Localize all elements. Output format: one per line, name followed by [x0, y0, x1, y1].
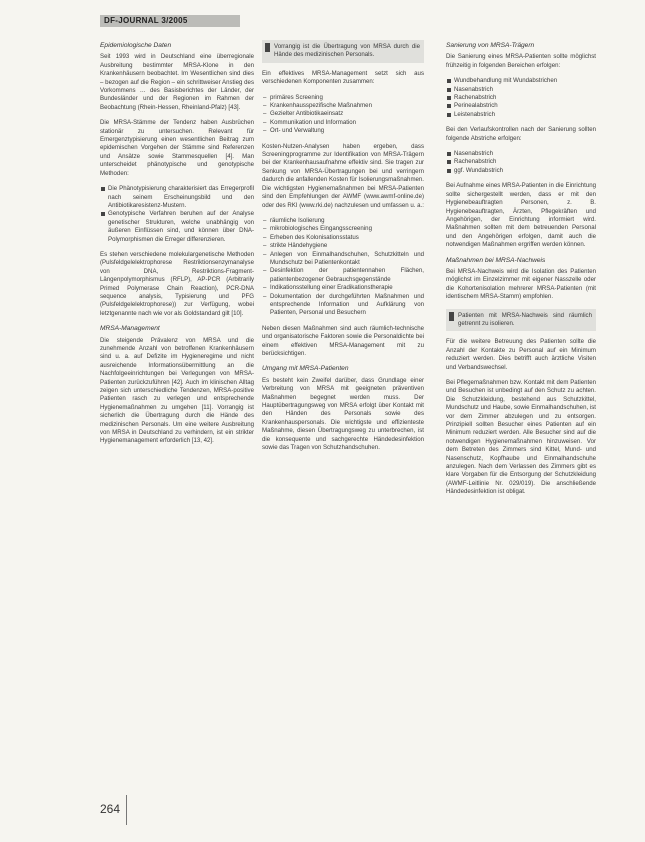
list-item: – primäres Screening [262, 94, 424, 102]
column-3 [446, 40, 596, 504]
journal-title: DF-JOURNAL 3/2005 [104, 16, 188, 25]
area-list [446, 77, 596, 119]
paragraph: Neben diesen Maßnahmen sind auch räumlich-technische und organisatorische Faktoren sowie die Personaldichte bei einem effektiven MRSA-Management mit zu berücksichtigen. [262, 324, 424, 357]
list-item: – Krankenhausspezifische Maßnahmen [262, 102, 424, 110]
paragraph: Bei Pflegemaßnahmen bzw. Kontakt mit dem Patienten und Besuchen ist unbedingt auf den Schutz zu achten. Die Schutzkleidung, bestehend aus Schutzkittel, Mundschutz und Haube, sowie Einmalhandschuhen, ist vor dem Zimmer abzulegen und zu entsorgen. Prinzipiell sollten Besucher eines Patienten auf ein Minimum reduziert werden. Alle Besucher sind auf die notwendigen Hygienemaßnahmen hinzuweisen. Vor dem Betreten des Zimmers sind Kittel, Mund- und Nasenschutz, Kopfhaube und Einmalhandschuhe anzulegen. Nach dem Verlassen des Zimmers gibt es klare Vorgaben für die Entsorgung der Schutzkleidung (AWMF-Leitlinie Nr. 029/019). Die anschließende Händedesinfektion ist obligat. [446, 379, 596, 496]
list-item: – Ort- und Verwaltung [262, 127, 424, 135]
list-item: Genotypische Verfahren beruhen auf der Analyse genetischer Strukturen, welche unabhängig von äußeren Einflüssen sind, und können über DNA-Polymorphismen die Erreger differenzieren. [100, 210, 254, 244]
paragraph: Ein effektives MRSA-Management setzt sich aus verschiedenen Komponenten zusammen: [262, 69, 424, 86]
paragraph: Die Sanierung eines MRSA-Patienten sollte möglichst frühzeitig in folgenden Bereichen erfolgen: [446, 53, 596, 69]
section-heading: MRSA-Management [100, 325, 160, 333]
highlight-box: Patienten mit MRSA-Nachweis sind räumlich getrennt zu isolieren. [446, 309, 596, 332]
highlight-box: Vorrangig ist die Übertragung von MRSA durch die Hände des medizinischen Personals. [262, 40, 424, 63]
list-item: Rachenabstrich [446, 158, 596, 166]
list-item: – mikrobiologisches Eingangsscreening [262, 225, 424, 233]
list-item: – strikte Händehygiene [262, 242, 424, 250]
column-1 [100, 40, 254, 453]
paragraph: Die MRSA-Stämme der Tendenz haben Ausbrüchen stationär zu untersuchen. Relevant für Emergenztypisierung einen wesentlichen Beitrag zum epidemischen Vorgehen der Stämme sind Referenzen und Ansätze sowie Stammesquellen [4]. Man unterscheidet phänotypische und genotypische Methoden: [100, 119, 254, 177]
paragraph: Bei den Verlaufskontrollen nach der Sanierung sollten folgende Abstriche erfolgen: [446, 126, 596, 142]
list-item: Wundbehandlung mit Wundabstrichen [446, 77, 596, 85]
paragraph: Es besteht kein Zweifel darüber, dass Grundlage einer Verbreitung von MRSA mit geeigneten präventiven Maßnahmen begegnet werden muss. Der Hauptübertragungsweg von MRSA erfolgt über Kontakt mit den Händen des Personals sowie des Krankenhauspersonals. Die wichtigste und effizienteste Maßnahme, diesen Übertragungsweg zu unterbrechen, ist die konsequente und sachgerechte Händedesinfektion sowie das Tragen von Schutzhandschuhen. [262, 376, 424, 452]
list-item: Nasenabstrich [446, 86, 596, 94]
list-item: – räumliche Isolierung [262, 217, 424, 225]
section-heading: Umgang mit MRSA-Patienten [262, 365, 349, 373]
method-list [100, 185, 254, 244]
list-item: Perinealabstrich [446, 102, 596, 110]
list-item: – Kommunikation und Information [262, 119, 424, 127]
paragraph: Die steigende Prävalenz von MRSA und die zunehmende Anzahl von betroffenen Krankenhäusern sind u. a. auf Defizite im Hygieneregime und nicht ausreichende Informationsübermittlung an die Nachfolgeeinrichtungen bei Verlegungen von MRSA-Patienten zurückzuführen [42]. Auch im klinischen Alltag zeigen sich unterschiedliche Tendenzen, MRSA-positive Patienten rasch zu verlegen und entsprechende Hygienemaßnahmen zu umgehen [11]. Vorrangig ist sicherlich die Übertragung durch die Hände des medizinischen Personals. Um eine weitere Ausbreitung von MRSA in Deutschland zu verhindern, ist ein strikter Hygienemanagement erforderlich [13, 42]. [100, 336, 254, 445]
measures-list [262, 217, 424, 318]
paragraph: Seit 1993 wird in Deutschland eine überregionale Ausbreitung bestimmter MRSA-Klone in den Krankenhäusern beobachtet. Im Wesentlichen sind dies – bezogen auf die Region – ein schrittweiser Anstieg des Vorkommens … des Basisberichtes der Länder, der Bundesländer und der Regionen im Rahmen der Beobachtung (Rhein-Hessen, Rheinland-Pfalz) [43]. [100, 53, 254, 111]
page-number-rule [126, 795, 127, 825]
page-number: 264 [100, 802, 121, 816]
section-heading: Epidemiologische Daten [100, 42, 172, 49]
paragraph: Bei MRSA-Nachweis wird die Isolation des Patienten möglichst im Einzelzimmer mit eigener Nasszelle oder die Kohortenisolation mehrerer MRSA-Patienten (mit identischem MRSA-Stamm) empfohlen. [446, 267, 596, 301]
list-item: Leistenabstrich [446, 111, 596, 119]
list-item: – Gezielter Antibiotikaeinsatz [262, 110, 424, 118]
list-item: – Indikationsstellung einer Eradikationstherapie [262, 284, 424, 292]
column-2 [262, 40, 424, 459]
list-item: Nasenabstrich [446, 150, 596, 158]
list-item: – Dokumentation der durchgeführten Maßnahmen und entsprechende Information und Aufklärung von Patienten, Personal und Besuchern [262, 293, 424, 318]
paragraph: Es stehen verschiedene molekulargenetische Methoden (Pulsfeldgelelektrophorese Restriktionsenzymanalyse von DNA, Restriktions-Fragment-Längenpolymorphismus (RFLP), AP-PCR (Arbitrarily Primed Polymerase Chain Reaction), PCR-DNA sequence analysis, Typisierung und PFG (Pulsfeldgelelektrophorese)) zur Verfügung, wobei letztgenannte nach wie vor als Goldstandard gilt [10]. [100, 250, 254, 317]
control-list [446, 150, 596, 175]
list-item: Rachenabstrich [446, 94, 596, 102]
list-item: Die Phänotypisierung charakterisiert das Erregerprofil nach seinem Erscheinungsbild und den Antibiotikaresistenz-Mustern. [100, 185, 254, 210]
section-heading: Sanierung von MRSA-Trägern [446, 42, 535, 49]
paragraph: Kosten-Nutzen-Analysen haben ergeben, dass Screeningprogramme zur Identifikation von MRSA-Trägern bei der Krankenhausaufnahme effektiv sind. Sie tragen zur Senkung von MRSA-Übertragungen bei und verringern dadurch die anfallenden Kosten für Isolierungsmaßnahmen. Die wichtigsten Hygienemaßnahmen bei MRSA-Patienten sind den Empfehlungen der AWMF (www.awmf-online.de) oder des RKI (www.rki.de) nachzulesen und umfassen u. a.: [262, 142, 424, 209]
list-item: – Erheben des Kolonisationsstatus [262, 234, 424, 242]
paragraph: Bei Aufnahme eines MRSA-Patienten in die Einrichtung sollte sichergestellt werden, dass er mit den Hygienebeauftragten Personen, z. B. Hygienebeauftragten, Ärzten, Pflegekräften und Angehörigen, der Einrichtung informiert wird. Maßnahmen sollten mit dem betreuenden Personal und den Angehörigen erfolgen, damit auch die notwendigen Maßnahmen ergriffen werden können. [446, 182, 596, 249]
component-list [262, 94, 424, 136]
list-item: ggf. Wundabstrich [446, 167, 596, 175]
paragraph: Für die weitere Betreuung des Patienten sollte die Anzahl der Kontakte zu Personal auf ein Minimum reduziert werden. Dies betrifft auch ärztliche Visiten und Verbandswechsel. [446, 338, 596, 371]
section-heading: Maßnahmen bei MRSA-Nachweis [446, 256, 546, 264]
list-item: – Desinfektion der patientennahen Flächen, patientenbezogener Gebrauchsgegenstände [262, 267, 424, 284]
list-item: – Anlegen von Einmalhandschuhen, Schutzkitteln und Mundschutz bei Patientenkontakt [262, 251, 424, 268]
